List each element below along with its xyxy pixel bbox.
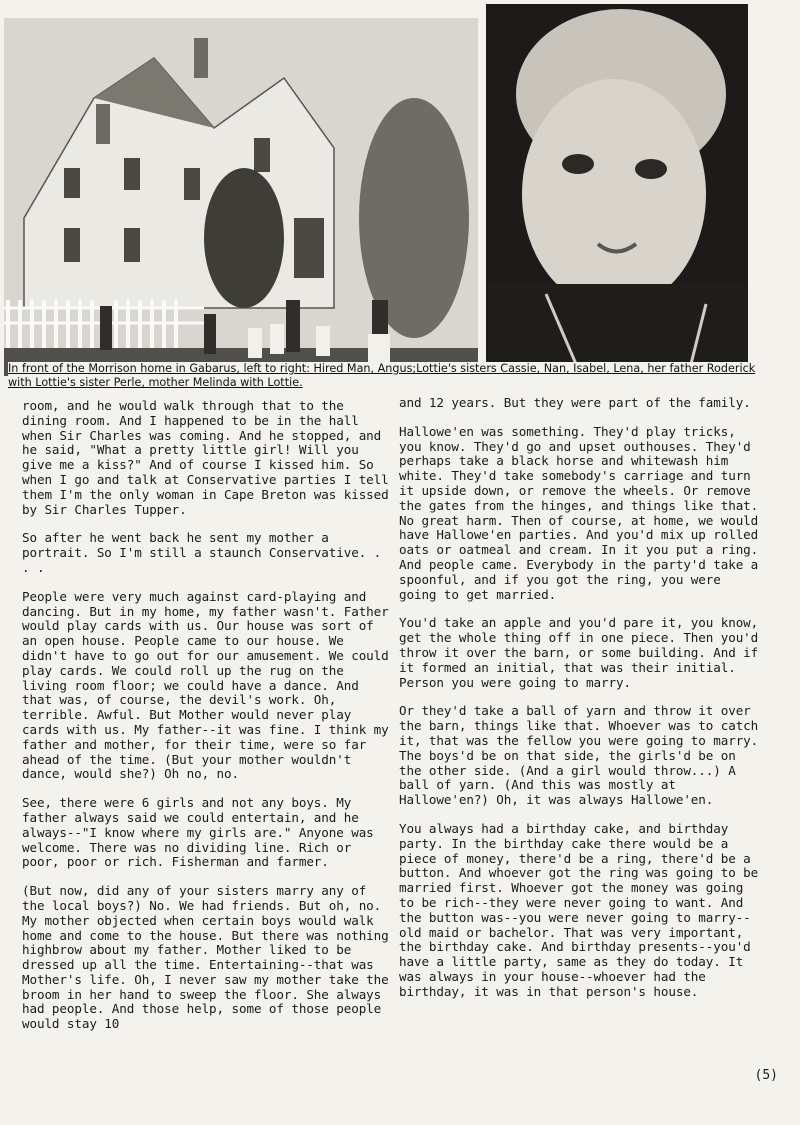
paragraph: room, and he would walk through that to the dining room. And I happened to be in the hall when Sir Charles was coming. And he stopped, and he said, "What a pretty little girl! Will you give me a kiss?" And of course I kissed him. So when I go and talk at Conservative parties I tell them I'm the only woman in Cape Breton was kissed by Sir Charles Tupper.	[22, 398, 389, 517]
paragraph: You'd take an apple and you'd pare it, you know, get the whole thing off in one piece. Then you'd throw it over the barn, or some building. And if it formed an initial, that was their initial. Person you were going to marry.	[399, 615, 759, 690]
paragraph: Or they'd take a ball of yarn and throw it over the barn, things like that. Whoever was to catch it, that was the fellow you were going to marry. The boys'd be on that side, the girls'd be on the other side. (And a girl would throw...) A ball of yarn. (And this was mostly at Hallowe'en?) Oh, it was always Hallowe'en.	[399, 703, 759, 808]
house-photo-icon	[4, 18, 478, 376]
paragraph: So after he went back he sent my mother a portrait. So I'm still a staunch Conservative. . . .	[22, 530, 382, 575]
paragraph: People were very much against card-playing and dancing. But in my home, my father wasn't. Father would play cards with us. Our house was sort of an open house. People came to our house. We didn't have to go out for our amusement. We could play cards. We could roll up the rug on the living room floor; we could have a dance. And that was, of course, the devil's work. Oh, terrible. Awful. But Mother would never play cards with us. My father--it was fine. I think my father and mother, for their time, were so far ahead of the time. (But your mother wouldn't dance, would she?) Oh no, no.	[22, 588, 389, 782]
paragraph: Hallowe'en was something. They'd play tricks, you know. They'd go and upset outhouses. They'd perhaps take a black horse and whitewash him white. They'd take somebody's carriage and turn it upside down, or remove the wheels. Or remove the gates from the hinges, and things like that. No great harm. Then of course, at home, we would have Hallowe'en parties. And you'd mix up rolled oats or oatmeal and cream. In it you put a ring. And people came. Everybody in the party'd take a spoonful, and if you got the ring, you were going to get married.	[399, 423, 759, 602]
paragraph: You always had a birthday cake, and birthday party. In the birthday cake there would be a piece of money, there'd be a ring, there'd be a button. And whoever got the ring was going to be married first. Whoever got the money was going to be rich--they were never going to want. And the button was--you were never going to marry--old maid or bachelor. That was very important, the birthday cake. And birthday presents--you'd have a little party, same as they do today. It was always in your house--whoever had the birthday, it was in that person's house.	[399, 820, 759, 999]
paragraph: (But now, did any of your sisters marry any of the local boys?) No. We had friends. But oh, no. My mother objected when certain boys would walk home and come to the house. But there was nothing highbrow about my father. Mother liked to be dressed up all the time. Entertaining--that was Mother's life. Oh, I never saw my mother take the broom in her hand to sweep the floor. She always had people. And those help, some of those people would stay 10	[22, 883, 389, 1032]
paragraph: and 12 years. But they were part of the family.	[399, 395, 751, 410]
portrait-photo-icon	[486, 4, 748, 364]
photo-caption-text: In front of the Morrison home in Gabarus, left to right: Hired Man, Angus;Lottie's sisters Cassie, Nan, Isabel, Lena, her father Roderick with Lottie's sister Perle, mother Melinda with Lottie.	[8, 362, 756, 389]
photo-caption	[8, 362, 756, 390]
house-photo	[4, 18, 478, 376]
portrait-photo	[486, 4, 748, 364]
right-column	[399, 396, 765, 1013]
page-number: (5)	[754, 1068, 778, 1083]
left-column	[22, 399, 392, 1046]
paragraph: See, there were 6 girls and not any boys. My father always said we could entertain, and he always--"I know where my girls are." Anyone was welcome. There was no dividing line. Rich or poor, poor or rich. Fisherman and farmer.	[22, 795, 374, 870]
